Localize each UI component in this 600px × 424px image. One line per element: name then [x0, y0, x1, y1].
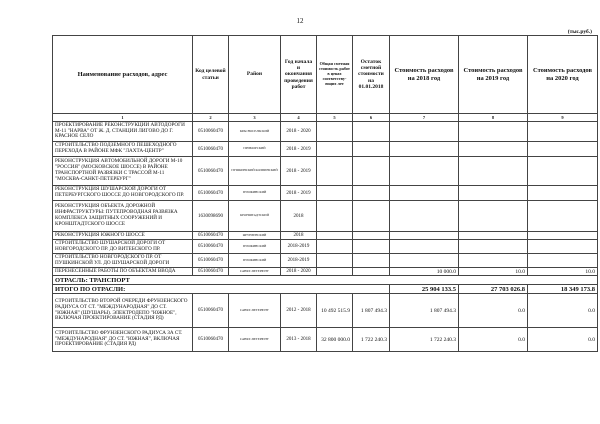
row-name: СТРОИТЕЛЬСТВО ШУШАРСКОЙ ДОРОГИ ОТ НОВГОРОДСКОГО ПР. ДО ВИТЕБСКОГО ПР. [53, 240, 193, 254]
row-name: ПЕРЕНЕСЕННЫЕ РАБОТЫ ПО ОБЪЕКТАМ ВВОДА [53, 268, 193, 276]
column-number: 8 [459, 114, 528, 122]
row-2019 [459, 254, 528, 268]
row-2020 [528, 254, 598, 268]
row-remaining: 1 807 494.3 [353, 294, 390, 328]
units-label: (тыс.руб.) [567, 29, 592, 35]
row-district: ПУШКИНСКИЙ [229, 186, 281, 201]
row-2020 [528, 201, 598, 232]
row-total-cost [317, 122, 353, 142]
row-total-cost [317, 142, 353, 157]
table-row [53, 186, 598, 201]
row-remaining [353, 240, 390, 254]
row-code: 0510060470 [193, 240, 229, 254]
row-code: 0510060470 [193, 294, 229, 328]
row-2020 [528, 240, 598, 254]
row-2020 [528, 157, 598, 186]
row-district: САНКТ-ПЕТЕРБУРГ [229, 268, 281, 276]
table-row [53, 142, 598, 157]
table-row [53, 268, 598, 276]
table-row [53, 328, 598, 352]
row-2020: 10.0 [528, 268, 598, 276]
row-total-cost [317, 157, 353, 186]
row-code: 0510060470 [193, 232, 229, 240]
header-remaining: Остаток сметной стоимости на 01.01.2018 [353, 36, 390, 114]
row-code: 1630098690 [193, 201, 229, 232]
row-name: РЕКОНСТРУКЦИЯ ОБЪЕКТА ДОРОЖНОЙ ИНФРАСТРУКТУРЫ: ПУТЕПРОВОДНАЯ РАЗВЯЗКА КОМПЛЕКСА ЗАЩИТНЫХ СООРУЖЕНИЙ И КРОНШТАДТСКОГО ШОССЕ [53, 201, 193, 232]
header-district: Район [229, 36, 281, 114]
column-number: 6 [353, 114, 390, 122]
row-period: 2018 [281, 232, 317, 240]
row-total-cost: 32 800 000.0 [317, 328, 353, 352]
row-2020 [528, 186, 598, 201]
row-code: 0510060470 [193, 328, 229, 352]
column-number: 3 [229, 114, 281, 122]
budget-table [52, 35, 598, 352]
row-name: СТРОИТЕЛЬСТВО ФРУНЗЕНСКОГО РАДИУСА ЗА СТ. "МЕЖДУНАРОДНАЯ" ДО СТ. "ЮЖНАЯ", ВКЛЮЧАЯ ПРОЕКТИРОВАНИЕ (СТАДИЯ РД) [53, 328, 193, 352]
column-number: 9 [528, 114, 598, 122]
row-2020 [528, 122, 598, 142]
row-2019 [459, 232, 528, 240]
table-row [53, 157, 598, 186]
total-row [53, 285, 598, 294]
column-number: 7 [390, 114, 459, 122]
row-district: ПУШКИНСКИЙ [229, 240, 281, 254]
row-period: 2018 - 2019 [281, 186, 317, 201]
row-total-cost [317, 201, 353, 232]
row-2019 [459, 122, 528, 142]
row-2018 [390, 201, 459, 232]
row-2018 [390, 157, 459, 186]
header-name: Наименование расходов, адрес [53, 36, 193, 114]
table-row [53, 232, 598, 240]
row-2019: 10.0 [459, 268, 528, 276]
total-label: ИТОГО ПО ОТРАСЛИ: [53, 285, 390, 294]
page-number: 12 [296, 17, 304, 25]
row-2019: 0.0 [459, 294, 528, 328]
row-2019 [459, 201, 528, 232]
row-name: РЕКОНСТРУКЦИЯ ЮЖНОГО ШОССЕ [53, 232, 193, 240]
column-number: 4 [281, 114, 317, 122]
row-name: ПРОЕКТИРОВАНИЕ РЕКОНСТРУКЦИИ АВТОДОРОГИ М-11 "НАРВА" ОТ Ж. Д. СТАНЦИИ ЛИГОВО ДО Г. КРАСНОЕ СЕЛО [53, 122, 193, 142]
row-2018 [390, 232, 459, 240]
row-2020: 0.0 [528, 294, 598, 328]
column-number-row [53, 114, 598, 122]
row-district: ПУШКИНСКИЙ КОЛПИНСКИЙ [229, 157, 281, 186]
row-period: 2018 - 2019 [281, 142, 317, 157]
table-row [53, 201, 598, 232]
table-row [53, 122, 598, 142]
row-code: 0510060470 [193, 142, 229, 157]
row-2020 [528, 142, 598, 157]
row-remaining [353, 254, 390, 268]
row-district: САНКТ-ПЕТЕРБУРГ [229, 294, 281, 328]
row-remaining [353, 201, 390, 232]
row-2019 [459, 240, 528, 254]
total-2018: 25 904 133.5 [390, 285, 459, 294]
row-district: ПУШКИНСКИЙ [229, 254, 281, 268]
row-total-cost: 10 492 515.9 [317, 294, 353, 328]
row-2019 [459, 157, 528, 186]
column-number: 1 [53, 114, 193, 122]
row-2018 [390, 240, 459, 254]
row-2018 [390, 254, 459, 268]
header-2019: Стоимость расходов на 2019 год [459, 36, 528, 114]
row-code: 0510060470 [193, 122, 229, 142]
row-total-cost [317, 268, 353, 276]
header-2018: Стоимость расходов на 2018 год [390, 36, 459, 114]
row-code: 0510060470 [193, 268, 229, 276]
table-row [53, 294, 598, 328]
total-2020: 18 349 173.8 [528, 285, 598, 294]
row-period: 2018 [281, 201, 317, 232]
row-period: 2013 - 2018 [281, 328, 317, 352]
row-2019: 0.0 [459, 328, 528, 352]
row-name: РЕКОНСТРУКЦИЯ АВТОМОБИЛЬНОЙ ДОРОГИ М-10 "РОССИЯ" (МОСКОВСКОЕ ШОССЕ) В РАЙОНЕ ТРАНСПОРТНОЙ РАЗВЯЗКИ С ТРАССОЙ М-11 "МОСКВА-САНКТ-ПЕТЕРБУРГ" [53, 157, 193, 186]
row-code: 0510060470 [193, 157, 229, 186]
row-code: 0510060470 [193, 186, 229, 201]
row-2019 [459, 142, 528, 157]
row-total-cost [317, 240, 353, 254]
row-2018 [390, 142, 459, 157]
row-name: СТРОИТЕЛЬСТВО НОВГОРОДСКОГО ПР. ОТ ПУШКИНСКОЙ УЛ. ДО ШУШАРСКОЙ ДОРОГИ [53, 254, 193, 268]
row-remaining [353, 186, 390, 201]
row-period: 2018 - 2020 [281, 122, 317, 142]
row-period: 2018 - 2019 [281, 157, 317, 186]
row-2019 [459, 186, 528, 201]
row-district: ПРИМОРСКИЙ [229, 142, 281, 157]
row-remaining [353, 232, 390, 240]
total-2019: 27 703 026.8 [459, 285, 528, 294]
row-period: 2012 - 2018 [281, 294, 317, 328]
row-district: КРАСНОСЕЛЬСКИЙ [229, 122, 281, 142]
row-2018 [390, 186, 459, 201]
row-2020 [528, 232, 598, 240]
row-2018: 1 807 494.3 [390, 294, 459, 328]
row-district: ФРУНЗЕНСКИЙ [229, 232, 281, 240]
table-row [53, 240, 598, 254]
header-code: Код целевой статьи [193, 36, 229, 114]
section-row [53, 276, 598, 285]
row-remaining [353, 122, 390, 142]
row-period: 2018-2019 [281, 254, 317, 268]
row-remaining [353, 142, 390, 157]
row-period: 2018 - 2020 [281, 268, 317, 276]
row-name: СТРОИТЕЛЬСТВО ПОДЗЕМНОГО ПЕШЕХОДНОГО ПЕРЕХОДА В РАЙОНЕ МФК "ЛАХТА-ЦЕНТР" [53, 142, 193, 157]
table-row [53, 254, 598, 268]
row-name: СТРОИТЕЛЬСТВО ВТОРОЙ ОЧЕРЕДИ ФРУНЗЕНСКОГО РАДИУСА ОТ СТ. "МЕЖДУНАРОДНАЯ" ДО СТ. "ЮЖНАЯ" (ШУШАРЫ). ЭЛЕКТРОДЕПО "ЮЖНОЕ", ВКЛЮЧАЯ ПРОЕКТИРОВАНИЕ (СТАДИЯ РД) [53, 294, 193, 328]
row-remaining: 1 722 240.3 [353, 328, 390, 352]
row-district: САНКТ-ПЕТЕРБУРГ [229, 328, 281, 352]
row-2018: 1 722 240.3 [390, 328, 459, 352]
section-label: ОТРАСЛЬ: ТРАНСПОРТ [53, 276, 598, 285]
row-2018: 10 000.0 [390, 268, 459, 276]
row-total-cost [317, 254, 353, 268]
column-number: 2 [193, 114, 229, 122]
row-2020: 0.0 [528, 328, 598, 352]
row-remaining [353, 157, 390, 186]
header-row [53, 36, 598, 114]
row-2018 [390, 122, 459, 142]
row-name: РЕКОНСТРУКЦИЯ ШУШАРСКОЙ ДОРОГИ ОТ ПЕТЕРБУРГСКОГО ШОССЕ ДО НОВГОРОДСКОГО ПР. [53, 186, 193, 201]
row-code: 0510060470 [193, 254, 229, 268]
row-period: 2018-2019 [281, 240, 317, 254]
row-total-cost [317, 232, 353, 240]
header-2020: Стоимость расходов на 2020 год [528, 36, 598, 114]
row-district: КРОНШТАДТСКИЙ [229, 201, 281, 232]
column-number: 5 [317, 114, 353, 122]
row-remaining [353, 268, 390, 276]
header-period: Год начала и окончания проведения работ [281, 36, 317, 114]
header-total-cost: Общая сметная стоимость работ в ценах соответству-ющих лет [317, 36, 353, 114]
row-total-cost [317, 186, 353, 201]
